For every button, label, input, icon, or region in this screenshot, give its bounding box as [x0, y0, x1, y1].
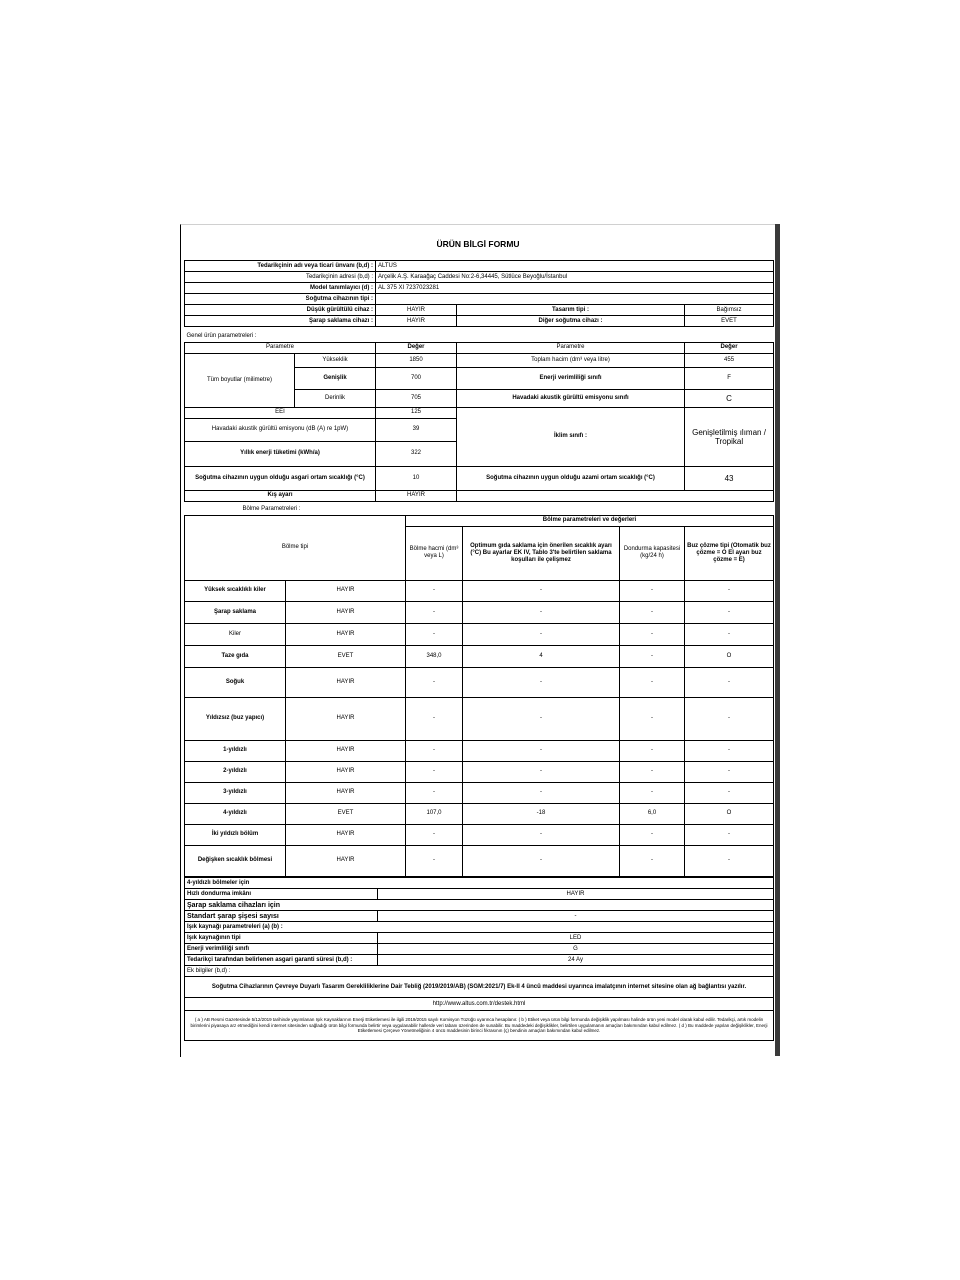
compartment-name: Yüksek sıcaklıklı kiler — [185, 580, 286, 601]
warranty-value: 24 Ay — [378, 955, 774, 966]
compartment-present: HAYIR — [286, 580, 406, 601]
min-temp-label: Soğutma cihazının uygun olduğu asgari ortam sıcaklığı (°C) — [185, 466, 376, 490]
compartment-freeze: 6,0 — [620, 803, 685, 824]
value-header-right: Değer — [685, 342, 774, 353]
compartment-temp: - — [463, 623, 620, 645]
design-type-label: Tasarım tipi : — [457, 305, 685, 316]
depth-value: 705 — [376, 389, 457, 407]
winter-value: HAYIR — [376, 490, 457, 501]
compartment-defrost: - — [685, 667, 774, 697]
compartment-defrost: O — [685, 645, 774, 667]
supplier-table — [184, 260, 774, 327]
supplier-name-label: Tedarikçinin adı veya ticari ünvanı (b,d) : — [185, 261, 376, 272]
regulation-text: Soğutma Cihazlarının Çevreye Duyarlı Tasarım Gerekliliklerine Dair Tebliğ (2019/2019/AB) (SGM:2021/7) Ek-II 4 üncü maddesi uyarınca imalatçının internet sitesine olan ağ bağlantısı yazılır. — [185, 977, 774, 998]
form-title: ÜRÜN BİLGİ FORMU — [436, 239, 520, 249]
compartment-defrost: - — [685, 824, 774, 845]
other-device-value: EVET — [685, 316, 774, 327]
compartment-present: HAYIR — [286, 740, 406, 761]
compartment-freeze: - — [620, 697, 685, 740]
model-label: Model tanımlayıcı (d) : — [185, 283, 376, 294]
depth-label: Derinlik — [295, 389, 376, 407]
annual-energy-label: Yıllık enerji tüketimi (kWh/a) — [185, 441, 376, 466]
light-class-value: G — [378, 944, 774, 955]
fast-freeze-label: Hızlı dondurma imkânı — [185, 889, 378, 900]
noise-class-value: C — [685, 389, 774, 407]
compartment-volume: - — [406, 580, 463, 601]
compartment-freeze: - — [620, 824, 685, 845]
other-device-label: Diğer soğutma cihazı : — [457, 316, 685, 327]
freeze-header: Dondurma kapasitesi (kg/24 h) — [620, 526, 685, 580]
extra-params-table — [184, 877, 774, 1041]
compartment-name: İki yıldızlı bölüm — [185, 824, 286, 845]
compartment-temp: - — [463, 580, 620, 601]
supplier-address-label: Tedarikçinin adresi (b,d) : — [185, 272, 376, 283]
noise-class-label: Havadaki akustik gürültü emisyonu sınıfı — [457, 389, 685, 407]
supplier-name-value: ALTUS — [376, 261, 774, 272]
compartment-defrost: - — [685, 580, 774, 601]
compartment-type-header: Bölme tipi — [185, 515, 406, 580]
eei-label: EEI — [185, 407, 376, 418]
additional-info-label: Ek bilgiler (b,d) : — [185, 966, 774, 977]
bottles-label: Standart şarap şişesi sayısı — [185, 911, 378, 922]
compartment-volume: - — [406, 667, 463, 697]
energy-class-label: Enerji verimliliği sınıfı — [457, 367, 685, 389]
compartment-present: HAYIR — [286, 697, 406, 740]
design-type-value: Bağımsız — [685, 305, 774, 316]
wine-device-label: Şarap saklama cihazı : — [185, 316, 376, 327]
height-label: Yükseklik — [295, 353, 376, 367]
compartment-freeze: - — [620, 740, 685, 761]
compartment-name: Kiler — [185, 623, 286, 645]
compartment-name: Yıldızsız (buz yapıcı) — [185, 697, 286, 740]
param-header-right: Parametre — [457, 342, 685, 353]
compartment-volume: - — [406, 697, 463, 740]
compartment-freeze: - — [620, 782, 685, 803]
compartment-present: HAYIR — [286, 601, 406, 623]
noise-emission-label: Havadaki akustik gürültü emisyonu (dB (A) re 1pW) — [185, 418, 376, 441]
compartment-temp: - — [463, 601, 620, 623]
compartment-defrost: - — [685, 740, 774, 761]
compartments-table — [184, 505, 774, 877]
compartment-temp: - — [463, 824, 620, 845]
compartment-freeze: - — [620, 601, 685, 623]
compartment-freeze: - — [620, 761, 685, 782]
support-url: http://www.altus.com.tr/destek.html — [185, 998, 774, 1011]
wine-device-value: HAYIR — [376, 316, 457, 327]
compartments-section-label: Bölme Parametreleri : — [242, 506, 301, 513]
compartment-freeze: - — [620, 580, 685, 601]
height-value: 1850 — [376, 353, 457, 367]
max-temp-value: 43 — [685, 466, 774, 490]
total-volume-label: Toplam hacim (dm³ veya litre) — [457, 353, 685, 367]
compartment-volume: 348,0 — [406, 645, 463, 667]
compartment-volume: - — [406, 782, 463, 803]
compartment-temp: -18 — [463, 803, 620, 824]
annual-energy-value: 322 — [376, 441, 457, 466]
compartment-defrost: - — [685, 782, 774, 803]
energy-class-value: F — [685, 367, 774, 389]
compartment-present: HAYIR — [286, 761, 406, 782]
winter-empty — [457, 490, 774, 501]
compartment-freeze: - — [620, 645, 685, 667]
compartment-group-header: Bölme parametreleri ve değerleri — [406, 515, 774, 526]
product-info-sheet — [180, 224, 775, 1057]
compartment-volume: - — [406, 824, 463, 845]
compartment-present: HAYIR — [286, 782, 406, 803]
compartment-defrost: - — [685, 623, 774, 645]
compartment-present: HAYIR — [286, 845, 406, 876]
compartment-temp: - — [463, 761, 620, 782]
volume-header: Bölme hacmi (dm³ veya L) — [406, 526, 463, 580]
compartment-volume: - — [406, 601, 463, 623]
param-header-left: Parametre — [185, 342, 376, 353]
winter-label: Kış ayarı — [185, 490, 376, 501]
climate-value: Genişletilmiş ılıman / Tropikal — [685, 407, 774, 466]
device-type-value — [376, 294, 774, 305]
compartment-name: 2-yıldızlı — [185, 761, 286, 782]
compartment-temp: - — [463, 845, 620, 876]
compartment-defrost: - — [685, 697, 774, 740]
compartment-temp: - — [463, 667, 620, 697]
compartment-volume: - — [406, 845, 463, 876]
compartment-name: Taze gıda — [185, 645, 286, 667]
value-header-left: Değer — [376, 342, 457, 353]
wine-devices-label: Şarap saklama cihazları için — [185, 900, 774, 911]
compartment-present: EVET — [286, 803, 406, 824]
compartment-volume: - — [406, 740, 463, 761]
compartment-freeze: - — [620, 667, 685, 697]
general-section-label: Genel ürün parametreleri : — [186, 333, 257, 340]
compartment-defrost: - — [685, 845, 774, 876]
compartment-present: HAYIR — [286, 623, 406, 645]
supplier-address-value: Arçelik A.Ş. Karaağaç Caddesi No:2-6,34445, Sütlüce Beyoğlu/İstanbul — [376, 272, 774, 283]
compartment-name: 1-yıldızlı — [185, 740, 286, 761]
light-type-value: LED — [378, 933, 774, 944]
compartment-defrost: - — [685, 601, 774, 623]
compartment-temp: - — [463, 697, 620, 740]
low-noise-value: HAYIR — [376, 305, 457, 316]
compartment-temp: - — [463, 782, 620, 803]
width-value: 700 — [376, 367, 457, 389]
compartment-volume: 107,0 — [406, 803, 463, 824]
four-star-label: 4-yıldızlı bölmeler için — [185, 878, 774, 889]
eei-value: 125 — [376, 407, 457, 418]
width-label: Genişlik — [295, 367, 376, 389]
noise-emission-value: 39 — [376, 418, 457, 441]
compartment-name: 4-yıldızlı — [185, 803, 286, 824]
footnote-text: ( a ) AB Resmi Gazetesinde 5/12/2019 tarihinde yayımlanan Işık Kaynaklarının Enerji Etiketlemesi ile ilgili 2019/2015 sayılı Komisyon Tüzüğü uyarınca hesaplanır. ( b ) Etiket veya ürün bilgi formunda değişiklik yapılması halinde ürün yeni model olarak kabul edilir. Tedarikçi, artık modelin birimlerini piyasaya arz etmediğini kendi internet sitesinden sağladığı ürün bilgi formunda belirtir veya uygulanabilir hallerde veri tabanı üzerinden de sunabilir. Bu maddedeki değişiklikler, belirtilen uygulamanın amaçları bakımından kabul edilmez. ( d ) Bu maddede yapılan değişiklikler, Enerji Etiketlemesi Çerçeve Yönetmeliğinin 4 üncü maddesinin birinci fıkrasının (ç) bendinin amaçları bakımından kabul edilmez. — [185, 1011, 774, 1041]
general-params-table — [184, 332, 774, 502]
compartment-freeze: - — [620, 623, 685, 645]
light-type-label: Işık kaynağının tipi — [185, 933, 378, 944]
climate-label: İklim sınıfı : — [457, 407, 685, 466]
compartment-name: Şarap saklama — [185, 601, 286, 623]
compartment-defrost: O — [685, 803, 774, 824]
compartment-volume: - — [406, 761, 463, 782]
compartment-name: Değişken sıcaklık bölmesi — [185, 845, 286, 876]
compartment-temp: - — [463, 740, 620, 761]
compartment-defrost: - — [685, 761, 774, 782]
light-class-label: Enerji verimliliği sınıfı — [185, 944, 378, 955]
dimensions-label: Tüm boyutlar (milimetre) — [185, 353, 295, 407]
compartment-name: Soğuk — [185, 667, 286, 697]
compartment-temp: 4 — [463, 645, 620, 667]
max-temp-label: Soğutma cihazının uygun olduğu azami ortam sıcaklığı (°C) — [457, 466, 685, 490]
compartment-name: 3-yıldızlı — [185, 782, 286, 803]
model-value: AL 375 XI 7237023281 — [376, 283, 774, 294]
compartment-volume: - — [406, 623, 463, 645]
warranty-label: Tedarikçi tarafından belirlenen asgari garanti süresi (b,d) : — [185, 955, 378, 966]
fast-freeze-value: HAYIR — [378, 889, 774, 900]
bottles-value: - — [378, 911, 774, 922]
light-params-label: Işık kaynağı parametreleri (a) (b) : — [185, 922, 774, 933]
compartment-present: EVET — [286, 645, 406, 667]
compartment-present: HAYIR — [286, 667, 406, 697]
device-type-label: Soğutma cihazının tipi : — [185, 294, 376, 305]
compartment-present: HAYIR — [286, 824, 406, 845]
defrost-header: Buz çözme tipi (Otomatik buz çözme = O El ayarı buz çözme = E) — [685, 526, 774, 580]
total-volume-value: 455 — [685, 353, 774, 367]
low-noise-label: Düşük gürültülü cihaz : — [185, 305, 376, 316]
compartment-freeze: - — [620, 845, 685, 876]
min-temp-value: 10 — [376, 466, 457, 490]
temp-header: Optimum gıda saklama için önerilen sıcaklık ayarı (°C) Bu ayarlar EK IV, Tablo 3'te belirtilen saklama koşulları ile çelişmez — [463, 526, 620, 580]
